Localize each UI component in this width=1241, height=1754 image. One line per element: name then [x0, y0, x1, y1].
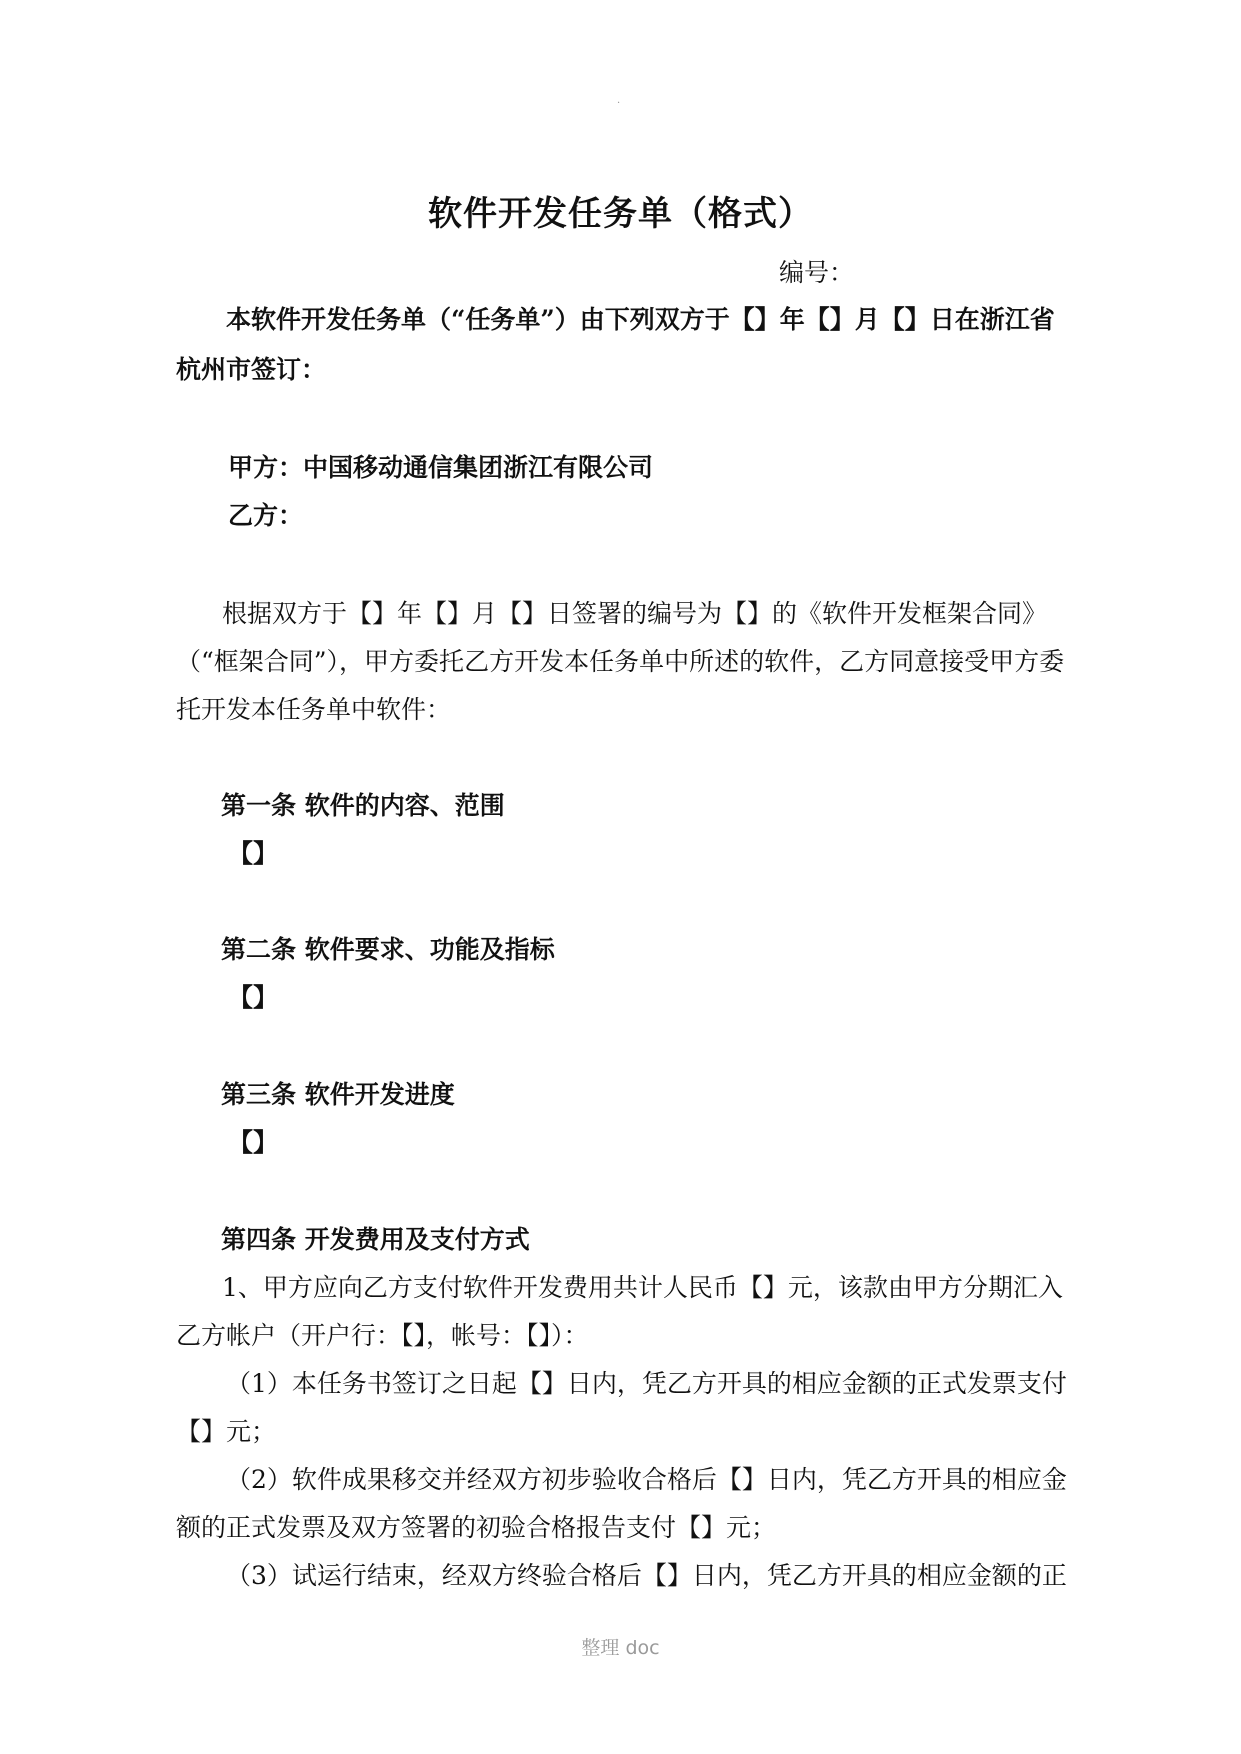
- article-1-heading: 第一条 软件的内容、范围: [221, 791, 505, 820]
- party-a: 甲方：中国移动通信集团浙江有限公司: [228, 453, 654, 482]
- page-footer: 整理 doc: [581, 1637, 660, 1659]
- installment-2-line-1: （2）软件成果移交并经双方初步验收合格后【】日内，凭乙方开具的相应金: [226, 1465, 1067, 1494]
- article-2-content: 【】: [228, 983, 279, 1012]
- basis-line-1: 根据双方于【】年【】月【】日签署的编号为【】的《软件开发框架合同》: [222, 599, 1048, 628]
- serial-number-label: 编号：: [779, 258, 855, 287]
- basis-line-3: 托开发本任务单中软件：: [176, 695, 452, 724]
- header-mark: ·: [617, 98, 621, 109]
- basis-line-2: （“框架合同”），甲方委托乙方开发本任务单中所述的软件，乙方同意接受甲方委: [176, 647, 1065, 676]
- installment-1-line-2: 【】元；: [176, 1417, 277, 1446]
- document-title: 软件开发任务单（格式）: [428, 194, 813, 234]
- installment-3-line-1: （3）试运行结束，经双方终验合格后【】日内，凭乙方开具的相应金额的正: [226, 1561, 1067, 1590]
- payment-clause-1-line-1: 1、甲方应向乙方支付软件开发费用共计人民币【】元，该款由甲方分期汇入: [222, 1273, 1063, 1302]
- article-3-heading: 第三条 软件开发进度: [221, 1080, 455, 1109]
- article-3-content: 【】: [228, 1128, 279, 1157]
- intro-line-2: 杭州市签订：: [176, 355, 327, 384]
- party-b: 乙方：: [228, 501, 304, 530]
- intro-line-1: 本软件开发任务单（“任务单”）由下列双方于【】年【】月【】日在浙江省: [226, 305, 1055, 334]
- payment-clause-1-line-2: 乙方帐户（开户行：【】，帐号：【】）：: [176, 1321, 589, 1350]
- installment-1-line-1: （1）本任务书签订之日起【】日内，凭乙方开具的相应金额的正式发票支付: [226, 1369, 1067, 1398]
- article-1-content: 【】: [228, 839, 279, 868]
- article-4-heading: 第四条 开发费用及支付方式: [221, 1225, 530, 1254]
- article-2-heading: 第二条 软件要求、功能及指标: [221, 935, 555, 964]
- installment-2-line-2: 额的正式发票及双方签署的初验合格报告支付【】元；: [176, 1513, 777, 1542]
